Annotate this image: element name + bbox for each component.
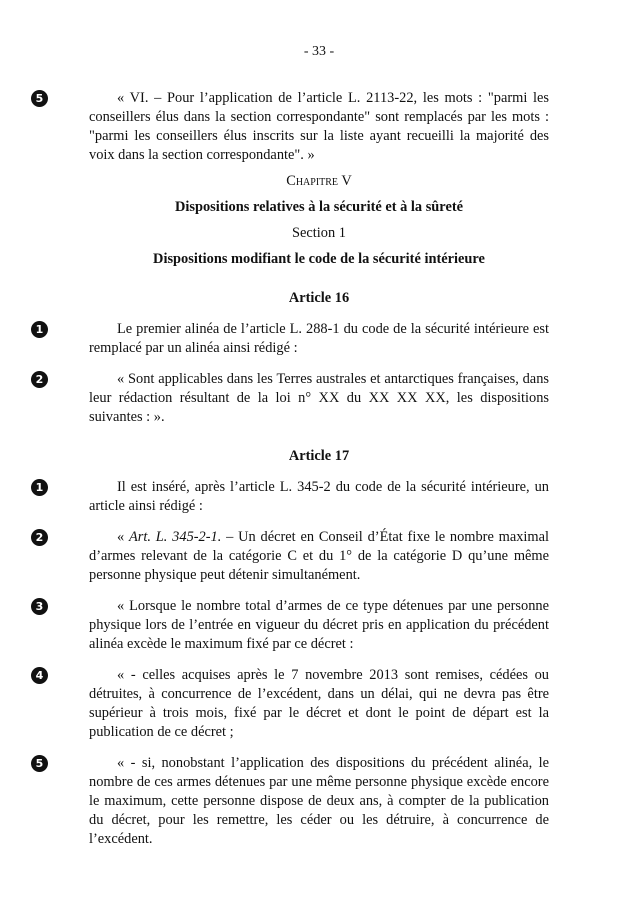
paragraph-number-badge: 5 [31,90,48,107]
paragraph-number-badge: 2 [31,529,48,546]
chapter-title: Dispositions relatives à la sécurité et à la sûreté [174,199,464,215]
paragraph-text: – Un décret en Conseil d’État fixe le nombre maximal d’armes relevant de la catégorie C et du 1° de la catégorie D qu’une même personne physique peut détenir simultanément. [89,529,549,583]
paragraph-number-badge: 5 [31,755,48,772]
section-title: Dispositions modifiant le code de la sécurité intérieure [153,251,485,267]
chapter-heading: Chapitre V [286,173,352,189]
article-17-paragraph [35,597,549,654]
article-17-paragraph [35,478,549,516]
page-number: - 33 - [303,44,335,59]
article-16-heading: Article 16 [288,290,350,306]
paragraph-number-badge: 3 [31,598,48,615]
paragraph-text: Le premier alinéa de l’article L. 288-1 du code de la sécurité intérieure est remplacé par un alinéa ainsi rédigé : [89,321,549,356]
paragraph-vi [35,89,549,165]
article-17-paragraph [35,528,549,585]
quote-mark: « [117,529,129,545]
paragraph-number-badge: 2 [31,371,48,388]
article-reference: Art. L. 345-2-1. [129,529,222,545]
article-16-paragraph [35,320,549,358]
paragraph-number-badge: 4 [31,667,48,684]
article-16-paragraph [35,370,549,427]
paragraph-text: « Lorsque le nombre total d’armes de ce type détenues par une personne physique lors de l’entrée en vigueur du décret pris en application du précédent alinéa excède le maximum fixé par ce décret : [89,598,549,652]
article-17-heading: Article 17 [288,448,350,464]
paragraph-number-badge: 1 [31,479,48,496]
article-17-paragraph [35,754,549,849]
paragraph-text: « VI. – Pour l’application de l’article L. 2113-22, les mots : "parmi les conseillers élus dans la section correspondante" sont remplacés par les mots : "parmi les conseillers élus inscrits sur la liste ayant recueilli la majorité des voix dans la section correspondante". » [89,90,549,163]
article-17-paragraph [35,666,549,742]
paragraph-text: « - si, nonobstant l’application des dispositions du précédent alinéa, le nombre de ces armes détenues par une même personne physique excède encore le maximum, cette personne dispose de deux ans, à compter de la publication du décret, pour les remettre, les céder ou les détruire, à concurrence de l’excédent. [89,755,549,847]
paragraph-text: « Sont applicables dans les Terres australes et antarctiques françaises, dans leur rédaction résultant de la loi n° XX du XX XX XX, les dispositions suivantes : ». [89,371,549,425]
section-heading: Section 1 [292,225,346,241]
paragraph-text: « - celles acquises après le 7 novembre 2013 sont remises, cédées ou détruites, à concurrence de l’excédent, dans un délai, qui ne devra pas être supérieur à trois mois, fixé par le décret et dont le point de départ est la publication de ce décret ; [89,667,549,740]
paragraph-number-badge: 1 [31,321,48,338]
document-body [35,89,549,849]
paragraph-text: Il est inséré, après l’article L. 345-2 du code de la sécurité intérieure, un article ainsi rédigé : [89,479,549,514]
